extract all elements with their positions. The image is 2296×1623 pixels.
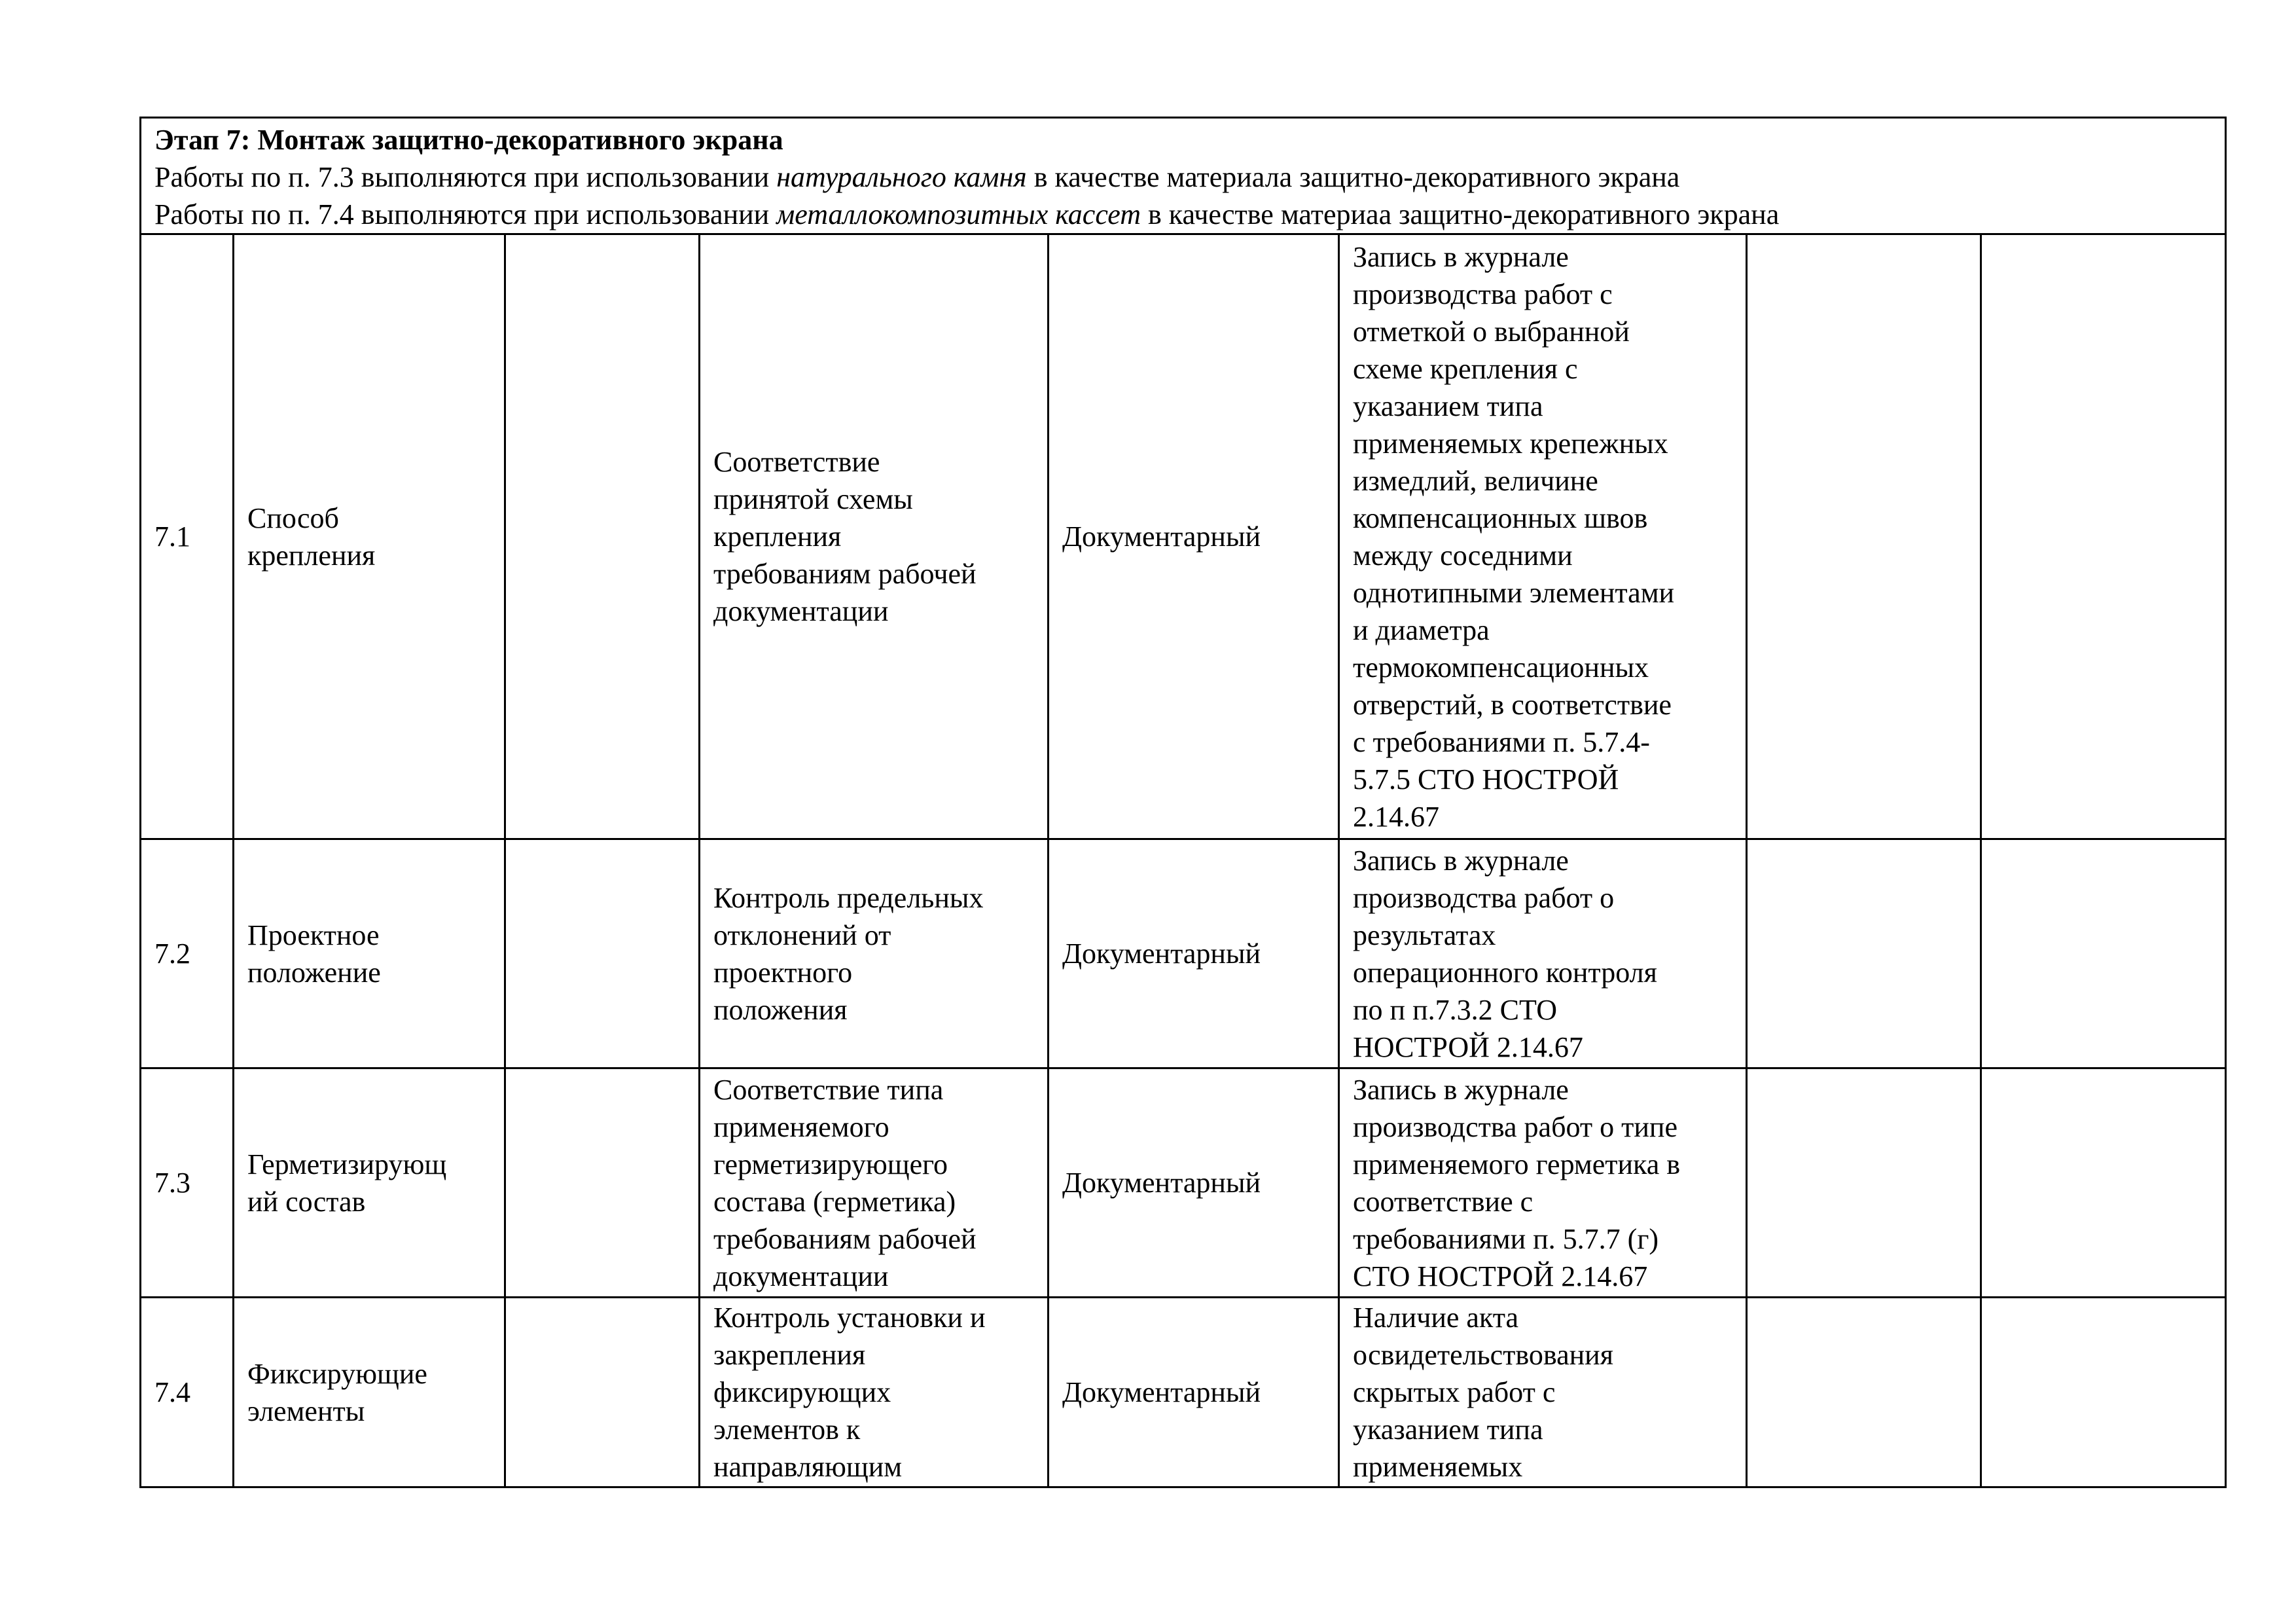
row-requirement-text: Контроль предельных отклонений от проектного положения (713, 881, 984, 1026)
stage-note-stone (154, 158, 2212, 196)
row-element (234, 1068, 505, 1298)
stage-note-stone-suffix: в качестве материала защитно-декоративного экрана (1026, 161, 1680, 193)
row-number (141, 1068, 234, 1298)
row-record-text: Наличие акта освидетельствования скрытых работ с указанием типа применяемых (1353, 1302, 1613, 1483)
row-method (1049, 839, 1339, 1068)
row-requirement-text: Соответствие принятой схемы крепления требованиям рабочей документации (713, 446, 977, 627)
row-number (141, 839, 234, 1068)
row-empty-col7 (1747, 234, 1981, 839)
row-number-text: 7.1 (154, 520, 190, 553)
stage-header-cell (141, 118, 2226, 234)
row-record-text: Запись в журнале производства работ о типе применяемого герметика в соответствие с требованиями п. 5.7.7 (г) СТО НОСТРОЙ 2.14.67 (1353, 1073, 1681, 1292)
row-element (234, 839, 505, 1068)
row-number-text: 7.2 (154, 938, 190, 970)
row-empty-col7 (1747, 839, 1981, 1068)
row-record-text: Запись в журнале производства работ о результатах операционного контроля по п п.7.3.2 СТО НОСТРОЙ 2.14.67 (1353, 844, 1657, 1063)
stage-note-cassette-emphasis: металлокомпозитных кассет (776, 198, 1141, 230)
row-method (1049, 234, 1339, 839)
stage-note-cassette-suffix: в качестве материаа защитно-декоративного экрана (1141, 198, 1780, 230)
row-requirement (700, 839, 1049, 1068)
row-requirement (700, 234, 1049, 839)
row-method (1049, 1068, 1339, 1298)
row-empty-col3 (505, 234, 700, 839)
row-empty-col7 (1747, 1068, 1981, 1298)
row-record-text: Запись в журнале производства работ с отметкой о выбранной схеме крепления с указанием типа применяемых крепежных измедлий, величине компенсационных швов между соседними однотипными элементами и диаметра термокомпенсационных отверстий, в соответствие с требованиями п. 5.7.4- 5.7.5 СТО НОСТРОЙ 2.14.67 (1353, 240, 1675, 833)
stage-title: Этап 7: Монтаж защитно-декоративного экрана (154, 124, 783, 156)
table-row (141, 839, 2226, 1068)
table-row (141, 1298, 2226, 1487)
row-element-text: Фиксирующие элементы (247, 1357, 427, 1427)
row-empty-col7 (1747, 1298, 1981, 1487)
row-empty-col8 (1981, 234, 2226, 839)
row-requirement-text: Соответствие типа применяемого герметизирующего состава (герметика) требованиям рабочей документации (713, 1073, 977, 1292)
row-method-text: Документарный (1062, 938, 1261, 970)
stage-note-cassette (154, 196, 2212, 233)
stage-note-cassette-prefix: Работы по п. 7.4 выполняются при использовании (154, 198, 777, 230)
row-empty-col3 (505, 1298, 700, 1487)
row-element (234, 234, 505, 839)
row-empty-col8 (1981, 1298, 2226, 1487)
row-method-text: Документарный (1062, 1376, 1261, 1408)
inspection-table (139, 117, 2227, 1488)
row-requirement-text: Контроль установки и закрепления фиксирующих элементов к направляющим (713, 1302, 986, 1483)
row-number-text: 7.3 (154, 1167, 190, 1199)
row-empty-col8 (1981, 839, 2226, 1068)
row-empty-col3 (505, 839, 700, 1068)
row-number (141, 1298, 234, 1487)
stage-header-row (141, 118, 2226, 234)
row-method-text: Документарный (1062, 1167, 1261, 1199)
row-record (1339, 1068, 1747, 1298)
row-element (234, 1298, 505, 1487)
row-requirement (700, 1068, 1049, 1298)
row-number-text: 7.4 (154, 1376, 190, 1408)
row-record (1339, 234, 1747, 839)
row-empty-col3 (505, 1068, 700, 1298)
row-method (1049, 1298, 1339, 1487)
row-empty-col8 (1981, 1068, 2226, 1298)
row-record (1339, 839, 1747, 1068)
table-row (141, 1068, 2226, 1298)
row-element-text: Герметизирующ ий состав (247, 1148, 447, 1218)
row-element-text: Проектное положение (247, 919, 381, 989)
stage-note-stone-prefix: Работы по п. 7.3 выполняются при использовании (154, 161, 777, 193)
row-record (1339, 1298, 1747, 1487)
row-method-text: Документарный (1062, 520, 1261, 553)
row-number (141, 234, 234, 839)
stage-note-stone-emphasis: натурального камня (776, 161, 1027, 193)
table-row (141, 234, 2226, 839)
row-element-text: Способ крепления (247, 501, 376, 572)
row-requirement (700, 1298, 1049, 1487)
